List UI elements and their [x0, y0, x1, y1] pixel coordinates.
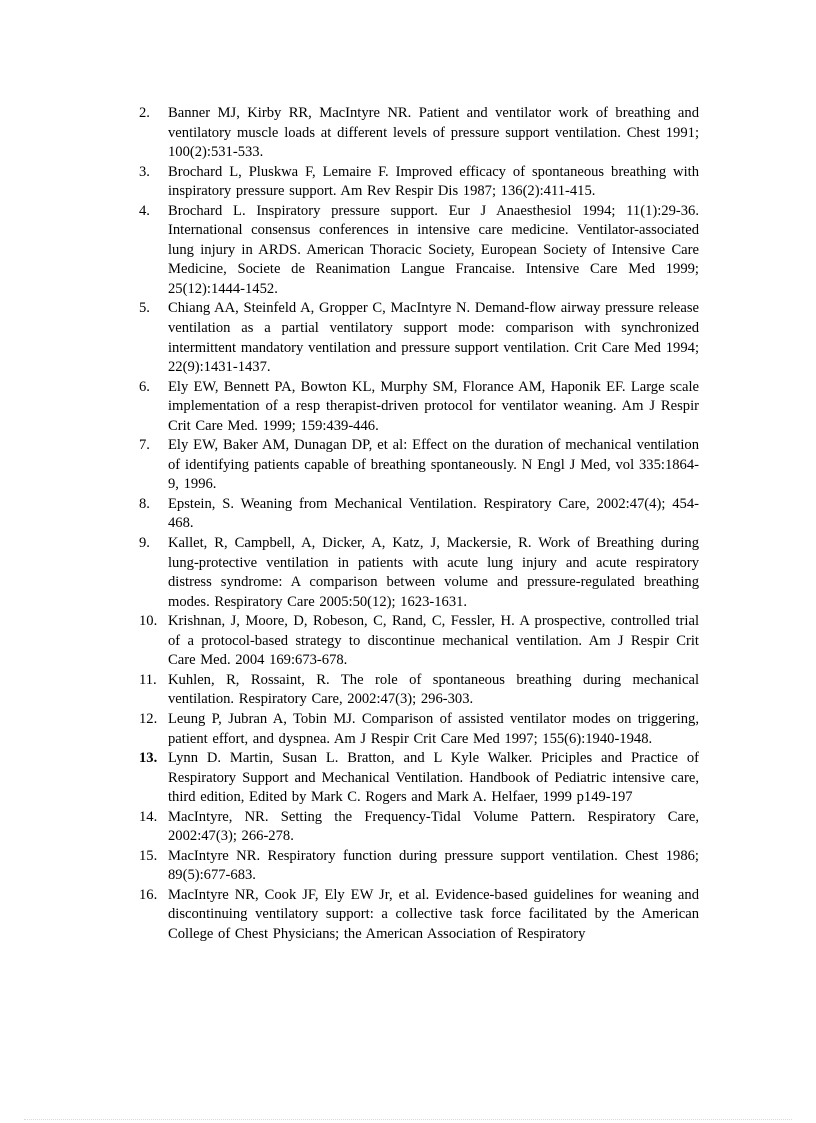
reference-item [139, 749, 699, 808]
reference-item [139, 886, 699, 945]
reference-number: 7. [139, 437, 150, 454]
reference-text: Chiang AA, Steinfeld A, Gropper C, MacIntyre N. Demand-flow airway pressure release ventilation as a partial ventilatory support mode: comparison with synchronized intermittent mandatory ventilation and pressure support ventilation. Crit Care Med 1994; 22(9):1431-1437. [168, 300, 699, 376]
reference-number: 10. [139, 613, 158, 630]
reference-text: Banner MJ, Kirby RR, MacIntyre NR. Patient and ventilator work of breathing and ventilatory muscle loads at different levels of pressure support ventilation. Chest 1991; 100(2):531-533. [168, 105, 699, 161]
reference-text: Lynn D. Martin, Susan L. Bratton, and L Kyle Walker. Priciples and Practice of Respiratory Support and Mechanical Ventilation. Handbook of Pediatric intensive care, third edition, Edited by Mark C. Rogers and Mark A. Helfaer, 1999 p149-197 [168, 750, 699, 806]
reference-list [139, 104, 699, 945]
reference-number: 13. [139, 750, 158, 767]
reference-number: 6. [139, 378, 150, 395]
reference-text: MacIntyre NR, Cook JF, Ely EW Jr, et al. Evidence-based guidelines for weaning and discontinuing ventilatory support: a collective task force facilitated by the American College of Chest Physicians; the American Association of Respiratory [168, 886, 699, 942]
reference-item [139, 671, 699, 710]
reference-item [139, 495, 699, 534]
reference-text: Kallet, R, Campbell, A, Dicker, A, Katz, J, Mackersie, R. Work of Breathing during lung-protective ventilation in patients with acute lung injury and acute respiratory distress syndrome: A comparison between volume and pressure-regulated breathing modes. Respiratory Care 2005:50(12); 1623-1631. [168, 535, 699, 610]
reference-item [139, 847, 699, 886]
reference-number: 3. [139, 163, 150, 180]
reference-item [139, 163, 699, 202]
reference-item [139, 710, 699, 749]
reference-number: 8. [139, 495, 150, 512]
reference-text: Kuhlen, R, Rossaint, R. The role of spontaneous breathing during mechanical ventilation. Respiratory Care, 2002:47(3); 296-303. [168, 671, 699, 708]
reference-item [139, 534, 699, 612]
reference-item [139, 612, 699, 671]
reference-text: MacIntyre NR. Respiratory function during pressure support ventilation. Chest 1986; 89(5):677-683. [168, 847, 699, 884]
reference-item [139, 104, 699, 163]
reference-item [139, 808, 699, 847]
reference-text: Epstein, S. Weaning from Mechanical Ventilation. Respiratory Care, 2002:47(4); 454-468. [168, 495, 699, 532]
reference-number: 11. [139, 671, 157, 688]
reference-number: 9. [139, 535, 150, 552]
reference-item [139, 378, 699, 437]
reference-number: 12. [139, 710, 158, 727]
reference-number: 14. [139, 808, 158, 825]
reference-number: 4. [139, 202, 150, 219]
reference-number: 5. [139, 300, 150, 317]
reference-item [139, 436, 699, 495]
reference-number: 16. [139, 886, 158, 903]
reference-text: Brochard L, Pluskwa F, Lemaire F. Improved efficacy of spontaneous breathing with inspiratory pressure support. Am Rev Respir Dis 1987; 136(2):411-415. [168, 163, 699, 200]
reference-text: Ely EW, Baker AM, Dunagan DP, et al: Effect on the duration of mechanical ventilation of identifying patients capable of breathing spontaneously. N Engl J Med, vol 335:1864-9, 1996. [168, 437, 699, 493]
reference-text: Krishnan, J, Moore, D, Robeson, C, Rand, C, Fessler, H. A prospective, controlled trial of a protocol-based strategy to discontinue mechanical ventilation. Am J Respir Crit Care Med. 2004 169:673-678. [168, 613, 699, 669]
reference-number: 2. [139, 105, 150, 121]
reference-text: MacIntyre, NR. Setting the Frequency-Tidal Volume Pattern. Respiratory Care, 2002:47(3); 266-278. [168, 808, 699, 845]
reference-text: Ely EW, Bennett PA, Bowton KL, Murphy SM, Florance AM, Haponik EF. Large scale implementation of a resp therapist-driven protocol for ventilator weaning. Am J Respir Crit Care Med. 1999; 159:439-446. [168, 378, 699, 434]
reference-number: 15. [139, 847, 158, 864]
reference-item [139, 299, 699, 377]
reference-item [139, 202, 699, 300]
reference-text: Brochard L. Inspiratory pressure support. Eur J Anaesthesiol 1994; 11(1):29-36. International consensus conferences in intensive care medicine. Ventilator-associated lung injury in ARDS. American Thoracic Society, European Society of Intensive Care Medicine, Societe de Reanimation Langue Francaise. Intensive Care Med 1999; 25(12):1444-1452. [168, 202, 699, 297]
reference-text: Leung P, Jubran A, Tobin MJ. Comparison of assisted ventilator modes on triggering, patient effort, and dyspnea. Am J Respir Crit Care Med 1997; 155(6):1940-1948. [168, 710, 699, 747]
page-bottom-divider [24, 1119, 792, 1120]
